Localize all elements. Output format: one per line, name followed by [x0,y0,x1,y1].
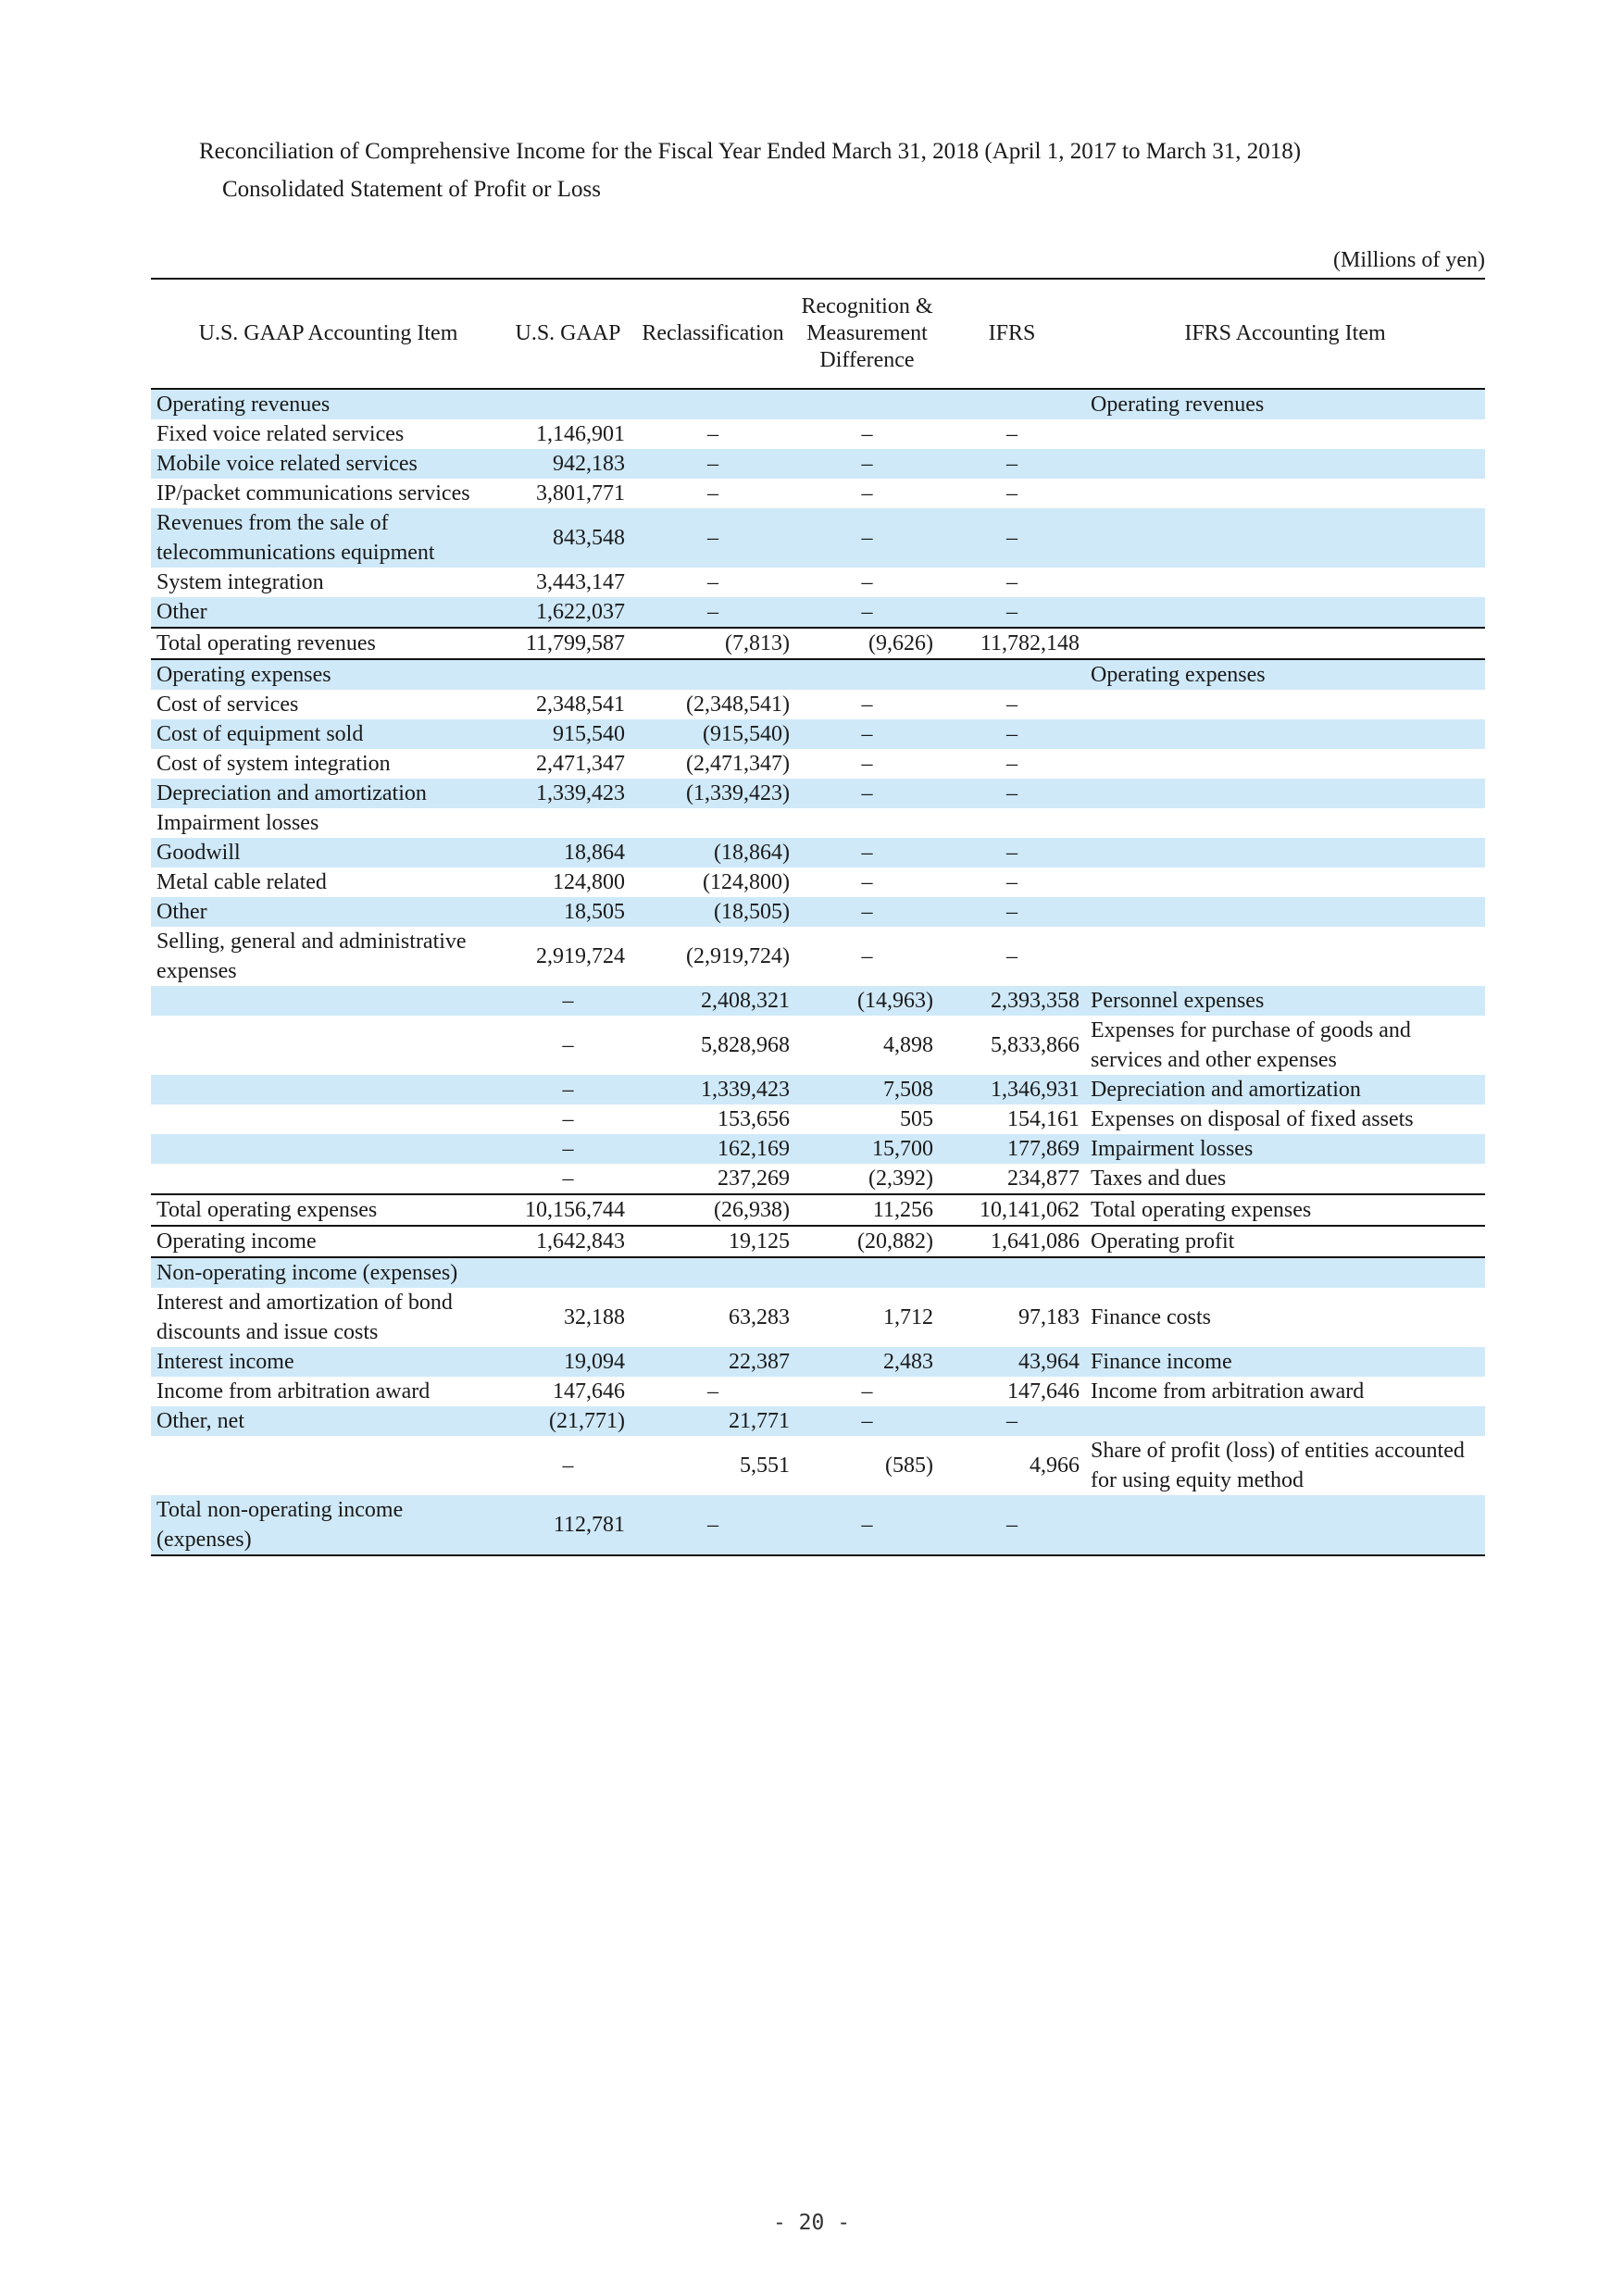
table-row [151,1495,1485,1555]
row-ifrs-value [939,389,1085,419]
row-usgaap-value: – [506,1075,630,1104]
row-usgaap-value: 3,801,771 [536,481,625,505]
header-usgaap: U.S. GAAP [506,279,630,389]
row-usgaap-value: 18,505 [506,897,630,927]
row-ifrs-item [1085,419,1485,449]
table-row [151,1377,1485,1406]
row-usgaap-value: 11,799,587 [506,628,630,659]
row-ifrs-item [1085,508,1485,568]
table-row [151,1347,1485,1377]
row-usgaap-item: Interest income [151,1347,506,1377]
table-row [151,690,1485,719]
row-usgaap-item: IP/packet communications services [156,481,470,505]
row-usgaap-item: Other [151,897,506,927]
row-ifrs-value: – [1006,752,1017,776]
row-recognition-value: – [795,719,939,749]
row-ifrs-item: Operating revenues [1085,389,1485,419]
table-row [151,568,1485,597]
row-usgaap-item: Cost of services [156,693,299,717]
table-row [151,389,1485,419]
row-reclassification-value: 5,828,968 [701,1033,790,1057]
header-row [151,279,1485,389]
table-row [151,1164,1485,1194]
row-recognition-value: – [861,570,873,594]
row-usgaap-item: Operating revenues [151,389,506,419]
header-recognition: Recognition & Measurement Difference [795,279,939,389]
row-reclassification-value: (26,938) [630,1194,795,1226]
row-ifrs-item: Share of profit (loss) of entities accounted for using equity method [1091,1439,1465,1492]
table-row [151,1288,1485,1347]
row-usgaap-item [151,1104,506,1134]
row-usgaap-item: Goodwill [151,838,506,867]
row-recognition-value: 15,700 [795,1134,939,1164]
row-reclassification-value: 63,283 [729,1305,790,1329]
row-usgaap-value: (21,771) [506,1406,630,1436]
row-reclassification-value [630,389,795,419]
row-usgaap-value: – [562,1167,574,1191]
row-recognition-value: 505 [900,1107,933,1131]
table-row [151,897,1485,927]
row-ifrs-value [939,808,1085,838]
row-ifrs-value: – [1006,870,1017,894]
table-row [151,508,1485,568]
row-usgaap-item: Operating expenses [151,659,506,690]
row-usgaap-value [506,389,630,419]
row-recognition-value: – [795,597,939,628]
row-ifrs-value [939,1257,1085,1288]
row-usgaap-value: 2,919,724 [536,944,625,968]
row-ifrs-item [1085,838,1485,867]
row-recognition-value [795,1257,939,1288]
row-recognition-value: – [861,944,873,968]
row-ifrs-item: Operating profit [1085,1226,1485,1257]
row-recognition-value: 1,712 [883,1305,933,1329]
row-ifrs-value: 154,161 [1007,1107,1080,1131]
row-ifrs-value: – [1006,693,1017,717]
row-recognition-value: – [795,838,939,867]
row-ifrs-value: – [939,597,1085,628]
row-reclassification-value: 153,656 [718,1107,790,1131]
row-recognition-value: – [861,481,873,505]
table-row [151,449,1485,479]
row-usgaap-value: – [562,1107,574,1131]
row-recognition-value: (585) [885,1454,933,1478]
row-usgaap-item [151,1134,506,1164]
row-recognition-value [795,659,939,690]
row-ifrs-value: 97,183 [1018,1305,1080,1329]
row-reclassification-value: – [630,1495,795,1555]
row-reclassification-value [630,1257,795,1288]
table-row [151,1194,1485,1226]
row-recognition-value: (2,392) [868,1167,933,1191]
row-reclassification-value: (915,540) [630,719,795,749]
row-recognition-value: (9,626) [795,628,939,659]
row-reclassification-value: 1,339,423 [630,1075,795,1104]
row-reclassification-value: – [707,1379,718,1404]
table-row [151,927,1485,986]
row-usgaap-value: – [506,1134,630,1164]
row-reclassification-value: (2,471,347) [686,752,790,776]
row-ifrs-item [1085,897,1485,927]
table-row [151,986,1485,1016]
row-reclassification-value: 21,771 [630,1406,795,1436]
row-usgaap-item: Other [151,597,506,628]
row-usgaap-value: 942,183 [506,449,630,479]
row-usgaap-item: Interest and amortization of bond discounts and issue costs [156,1291,453,1344]
header-usgaap-item: U.S. GAAP Accounting Item [151,279,506,389]
row-ifrs-value [939,659,1085,690]
row-ifrs-item [1085,867,1485,897]
row-usgaap-value: 1,339,423 [506,779,630,808]
row-reclassification-value: (1,339,423) [630,779,795,808]
row-usgaap-item: Selling, general and administrative expenses [156,930,467,983]
row-ifrs-value: 234,877 [1007,1167,1080,1191]
row-ifrs-value: – [1006,944,1017,968]
row-ifrs-value: – [1006,481,1017,505]
row-ifrs-value: – [939,1495,1085,1555]
row-usgaap-value: – [506,986,630,1016]
row-ifrs-item: Operating expenses [1085,659,1485,690]
row-recognition-value: – [795,508,939,568]
row-ifrs-value: – [939,1406,1085,1436]
row-recognition-value [795,808,939,838]
page-title: Reconciliation of Comprehensive Income for the Fiscal Year Ended March 31, 2018 (April 1, 2017 to March 31, 2018) [199,139,1302,164]
row-ifrs-item: Income from arbitration award [1091,1379,1365,1404]
row-reclassification-value: 162,169 [630,1134,795,1164]
row-usgaap-value [506,659,630,690]
row-ifrs-value: – [939,897,1085,927]
row-ifrs-value: 1,346,931 [939,1075,1085,1104]
row-usgaap-item: Cost of equipment sold [151,719,506,749]
row-recognition-value: (20,882) [795,1226,939,1257]
row-usgaap-item [151,1016,506,1075]
row-usgaap-item: Cost of system integration [156,752,391,776]
table-body [151,389,1485,1555]
row-ifrs-value: 1,641,086 [939,1226,1085,1257]
row-reclassification-value: (18,505) [630,897,795,927]
row-recognition-value: – [795,897,939,927]
table-row [151,628,1485,659]
row-usgaap-item [151,986,506,1016]
table-row [151,597,1485,628]
row-usgaap-value: 3,443,147 [536,570,625,594]
row-reclassification-value: – [707,422,718,446]
table-row [151,808,1485,838]
row-reclassification-value: 22,387 [630,1347,795,1377]
row-recognition-value: – [795,1495,939,1555]
row-ifrs-item: Total operating expenses [1085,1194,1485,1226]
row-ifrs-value: 147,646 [1007,1379,1080,1404]
table-row [151,479,1485,508]
header-ifrs: IFRS [939,279,1085,389]
row-usgaap-value: 19,094 [506,1347,630,1377]
row-ifrs-value: – [939,719,1085,749]
table-row [151,867,1485,897]
page-number: - 20 - [772,2211,851,2235]
table-row [151,1436,1485,1495]
row-reclassification-value: (18,864) [630,838,795,867]
row-recognition-value: – [795,449,939,479]
row-reclassification-value: – [630,597,795,628]
table-row [151,1075,1485,1104]
row-ifrs-item [1085,1257,1485,1288]
row-ifrs-value: 5,833,866 [991,1033,1080,1057]
row-ifrs-item: Finance costs [1091,1305,1211,1329]
row-usgaap-item: Income from arbitration award [156,1379,431,1404]
row-ifrs-item [1085,1495,1485,1555]
row-ifrs-value: 177,869 [939,1134,1085,1164]
row-usgaap-value: 112,781 [506,1495,630,1555]
row-ifrs-value: 10,141,062 [939,1194,1085,1226]
row-recognition-value: – [861,752,873,776]
table-row [151,1257,1485,1288]
row-ifrs-item [1085,568,1485,597]
row-ifrs-item [1085,597,1485,628]
row-recognition-value: – [861,1379,873,1404]
row-usgaap-item: Other, net [151,1406,506,1436]
row-reclassification-value [630,808,795,838]
row-ifrs-item [1085,749,1485,779]
row-ifrs-value: – [939,449,1085,479]
row-reclassification-value: (7,813) [630,628,795,659]
row-ifrs-item: Expenses on disposal of fixed assets [1091,1107,1414,1131]
row-usgaap-value: 915,540 [506,719,630,749]
row-ifrs-item [1085,927,1485,986]
row-ifrs-item: Depreciation and amortization [1085,1075,1485,1104]
row-ifrs-item [1085,690,1485,719]
row-usgaap-item: System integration [156,570,324,594]
row-usgaap-value [506,1257,630,1288]
row-usgaap-value [506,808,630,838]
row-ifrs-value: 43,964 [939,1347,1085,1377]
row-usgaap-item: Operating income [151,1226,506,1257]
row-ifrs-item [1085,449,1485,479]
row-reclassification-value: – [630,508,795,568]
row-ifrs-item: Personnel expenses [1085,986,1485,1016]
row-usgaap-item: Total non-operating income (expenses) [151,1495,506,1555]
row-ifrs-item [1085,719,1485,749]
row-usgaap-value: – [562,1454,574,1478]
row-ifrs-value: – [939,838,1085,867]
row-reclassification-value: (2,919,724) [686,944,790,968]
row-usgaap-value: 2,348,541 [536,693,625,717]
row-ifrs-value: 11,782,148 [939,628,1085,659]
row-ifrs-item [1085,1406,1485,1436]
table-row [151,419,1485,449]
row-ifrs-item: Impairment losses [1085,1134,1485,1164]
row-reclassification-value: 2,408,321 [630,986,795,1016]
row-ifrs-value: 2,393,358 [939,986,1085,1016]
row-usgaap-value: 1,642,843 [506,1226,630,1257]
row-reclassification-value: – [707,570,718,594]
row-usgaap-item: Fixed voice related services [156,422,405,446]
row-recognition-value: – [861,870,873,894]
row-ifrs-item: Taxes and dues [1091,1167,1227,1191]
row-usgaap-item: Total operating revenues [151,628,506,659]
row-reclassification-value: 5,551 [740,1454,790,1478]
row-recognition-value: (14,963) [795,986,939,1016]
row-usgaap-item: Depreciation and amortization [151,779,506,808]
row-recognition-value: 2,483 [795,1347,939,1377]
row-recognition-value: – [795,1406,939,1436]
row-reclassification-value [630,659,795,690]
row-ifrs-value: 4,966 [1030,1454,1080,1478]
row-reclassification-value: (124,800) [703,870,790,894]
row-ifrs-item [1085,479,1485,508]
row-usgaap-value: 124,800 [553,870,625,894]
reconciliation-table [151,278,1485,1556]
row-ifrs-item [1085,779,1485,808]
table-row [151,1406,1485,1436]
row-reclassification-value: – [707,481,718,505]
row-usgaap-value: 2,471,347 [536,752,625,776]
row-usgaap-item: Total operating expenses [151,1194,506,1226]
row-usgaap-value: 147,646 [553,1379,625,1404]
row-usgaap-value: – [562,1033,574,1057]
row-usgaap-value: 10,156,744 [506,1194,630,1226]
row-ifrs-value: – [1006,422,1017,446]
row-usgaap-value: 1,622,037 [506,597,630,628]
row-ifrs-item [1085,808,1485,838]
row-recognition-value: – [795,779,939,808]
row-ifrs-item: Expenses for purchase of goods and services and other expenses [1091,1018,1411,1072]
row-usgaap-item: Impairment losses [156,811,319,835]
row-ifrs-value: – [939,779,1085,808]
row-recognition-value: 11,256 [795,1194,939,1226]
row-usgaap-item: Revenues from the sale of telecommunications equipment [151,508,506,568]
header-reclassification: Reclassification [630,279,795,389]
statement-subtitle: Consolidated Statement of Profit or Loss [222,177,601,202]
row-recognition-value [795,389,939,419]
row-usgaap-item [151,1075,506,1104]
table-row [151,659,1485,690]
table-row [151,779,1485,808]
row-ifrs-item [1085,628,1485,659]
row-usgaap-value: 843,548 [506,508,630,568]
table-row [151,838,1485,867]
row-reclassification-value: 237,269 [718,1167,790,1191]
row-reclassification-value: (2,348,541) [686,693,790,717]
row-reclassification-value: – [630,449,795,479]
row-recognition-value: 4,898 [883,1033,933,1057]
row-usgaap-item [151,1164,506,1194]
table-row [151,719,1485,749]
row-reclassification-value: 19,125 [630,1226,795,1257]
table-row [151,1016,1485,1075]
row-usgaap-item [151,1436,506,1495]
row-usgaap-item: Mobile voice related services [151,449,506,479]
row-ifrs-item: Finance income [1085,1347,1485,1377]
table-row [151,749,1485,779]
header-ifrs-item: IFRS Accounting Item [1085,279,1485,389]
row-ifrs-value: – [939,508,1085,568]
row-recognition-value: – [861,422,873,446]
row-recognition-value: 7,508 [795,1075,939,1104]
row-ifrs-value: – [1006,570,1017,594]
table-row [151,1104,1485,1134]
row-recognition-value: – [861,693,873,717]
table-row [151,1134,1485,1164]
row-usgaap-value: 1,146,901 [536,422,625,446]
table-row [151,1226,1485,1257]
units-note: (Millions of yen) [1333,248,1485,272]
row-usgaap-value: 18,864 [506,838,630,867]
row-usgaap-item: Non-operating income (expenses) [151,1257,506,1288]
row-usgaap-value: 32,188 [564,1305,625,1329]
row-usgaap-item: Metal cable related [156,870,327,894]
